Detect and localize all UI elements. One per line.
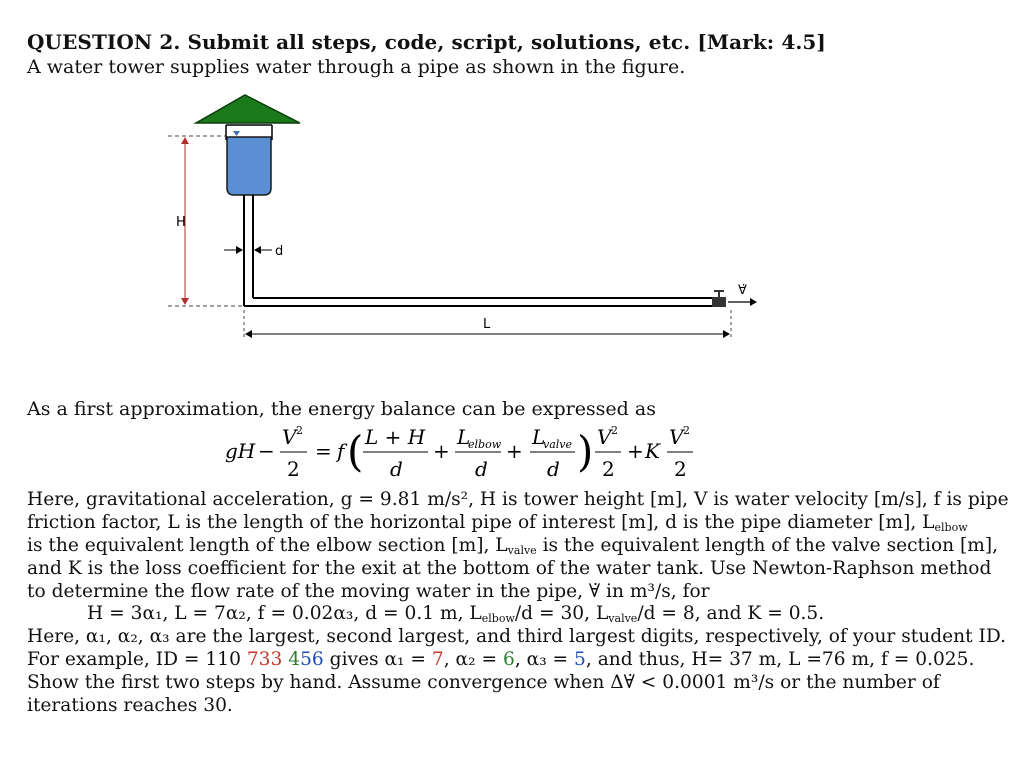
svg-text:): ) — [577, 427, 594, 476]
svg-text:2: 2 — [296, 424, 303, 437]
svg-text:+: + — [627, 439, 644, 463]
figure-label-H: H — [176, 215, 186, 230]
svg-text:2: 2 — [674, 457, 687, 481]
energy-balance-equation — [225, 420, 725, 485]
svg-text:V: V — [669, 425, 684, 449]
svg-text:2: 2 — [611, 424, 618, 437]
svg-text:f: f — [337, 439, 345, 463]
svg-text:2: 2 — [287, 457, 300, 481]
steps-line: Show the first two steps by hand. Assume convergence when Δ∀̇ < 0.0001 m³/s or the number of — [27, 672, 940, 693]
approx-text: As a first approximation, the energy balance can be expressed as — [27, 398, 656, 420]
question-title: QUESTION 2. Submit all steps, code, script, solutions, etc. [Mark: 4.5] — [27, 30, 826, 54]
desc-line-5: to determine the flow rate of the moving water in the pipe, ∀̇ in m³/s, for — [27, 581, 710, 602]
svg-text:L + H: L + H — [365, 425, 426, 449]
svg-text:d: d — [475, 457, 488, 481]
svg-text:K: K — [645, 439, 660, 463]
svg-text:gH: gH — [225, 439, 256, 463]
desc-line-1: Here, gravitational acceleration, g = 9.81 m/s², H is tower height [m], V is water velocity [m/s], f is pipe — [27, 489, 1009, 510]
tower-roof — [196, 95, 300, 123]
iterations-line: iterations reaches 30. — [27, 695, 233, 716]
svg-text:valve: valve — [543, 438, 573, 451]
svg-text:+: + — [506, 439, 523, 463]
figure-label-d: d — [275, 244, 284, 259]
figure-label-flow: ∀̇ — [738, 283, 747, 298]
valve-icon — [712, 291, 726, 307]
svg-text:−: − — [258, 439, 275, 463]
svg-text:(: ( — [347, 427, 364, 476]
svg-text:V: V — [282, 425, 297, 449]
description-paragraph — [27, 488, 1009, 603]
desc-line-4: and K is the loss coefficient for the exit at the bottom of the water tank. Use Newton-Raphson method — [27, 558, 992, 579]
svg-text:V: V — [597, 425, 612, 449]
svg-text:+: + — [433, 439, 450, 463]
desc-line-2: friction factor, L is the length of the horizontal pipe of interest [m], d is the pipe diameter [m], $L_{elbow}$ — [27, 512, 968, 534]
figure-label-L: L — [483, 317, 491, 332]
svg-text:d: d — [547, 457, 560, 481]
svg-text:L: L — [457, 425, 471, 449]
params-line: H = 3α₁, L = 7α₂, f = 0.02α₃, d = 0.1 m, $L_{elbow}/d = 30$, $L_{valve}/d = 8$, and K = 0.5. — [87, 603, 825, 625]
svg-text:=: = — [315, 439, 332, 463]
tank-water — [227, 137, 271, 195]
water-tower-figure — [0, 0, 947, 400]
svg-text:2: 2 — [602, 457, 615, 481]
svg-text:elbow: elbow — [468, 438, 502, 451]
example-line: For example, ID = 110 733 456 gives α₁ = 7, α₂ = 6, α₃ = 5, and thus, H= 37 m, L =76 m, f = 0.025. — [27, 649, 975, 670]
desc-line-3: is the equivalent length of the elbow section [m], $L_{valve}$ is the equivalent length of the valve section [m], — [27, 535, 999, 557]
alpha-line: Here, α₁, α₂, α₃ are the largest, second largest, and third largest digits, respectively, of your student ID. — [27, 626, 1006, 647]
water-level-marker — [233, 131, 240, 136]
svg-text:L: L — [532, 425, 546, 449]
svg-text:2: 2 — [683, 424, 690, 437]
question-intro: A water tower supplies water through a pipe as shown in the figure. — [27, 56, 686, 78]
svg-text:d: d — [390, 457, 403, 481]
given-paragraph — [27, 602, 1006, 717]
